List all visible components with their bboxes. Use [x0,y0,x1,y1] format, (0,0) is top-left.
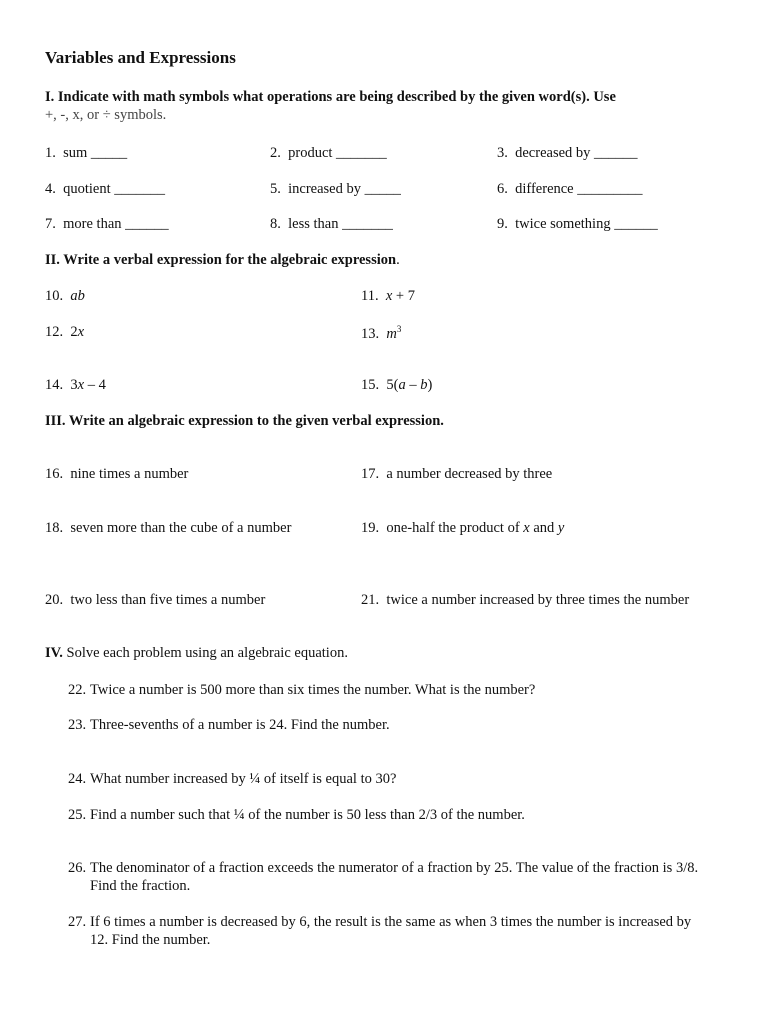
item-7 [45,216,169,233]
item-number: 12. [45,324,64,340]
item-12 [45,324,84,341]
item-number: 2. [270,145,281,161]
section-4-heading [45,645,348,662]
problem-22 [68,681,728,699]
item-3 [497,145,638,162]
item-11 [361,288,415,305]
item-text: decreased by ______ [515,145,638,161]
item-13 [361,324,401,343]
problem-23 [68,716,728,734]
item-number: 15. [361,377,380,393]
item-15 [361,377,432,394]
item-text: less than _______ [288,216,393,232]
problem-number: 27. [68,914,87,930]
item-16 [45,466,188,483]
problem-27 [68,913,728,949]
item-10 [45,288,85,305]
section-2-heading [45,252,400,269]
item-8 [270,216,393,233]
operation-symbols: +, -, x, or ÷ [45,107,111,123]
problem-text: What number increased by ¼ of itself is equal to 30? [90,771,397,787]
item-text: quotient _______ [63,181,166,197]
problem-25 [68,806,728,824]
item-5 [270,181,401,198]
problem-text-line-2: Find the fraction. [90,878,191,894]
symbols-word: symbols. [110,107,167,123]
coefficient: 3 [70,377,78,393]
expression-suffix: ) [427,377,433,393]
item-4 [45,181,165,198]
item-text: difference _________ [515,181,643,197]
problem-number: 23. [68,717,87,733]
problem-text-line-1: The denominator of a fraction exceeds the numerator of a fraction by 25. The value of the fraction is 3/8. [90,860,699,876]
problem-text: Find a number such that ¼ of the number is 50 less than 2/3 of the number. [90,807,525,823]
item-number: 16. [45,466,64,482]
item-14 [45,377,106,394]
item-6 [497,181,643,198]
expression-rest: – 4 [84,377,106,393]
item-number: 3. [497,145,508,161]
problem-text-line-2: 12. Find the number. [90,932,211,948]
coefficient: 2 [70,324,78,340]
section-4-number: IV. [45,645,63,661]
page-title: Variables and Expressions [45,48,236,67]
item-number: 10. [45,288,64,304]
item-17 [361,466,552,483]
problem-number: 24. [68,771,87,787]
item-number: 18. [45,520,64,536]
expression-rest: + 7 [392,288,415,304]
item-21 [361,592,689,609]
variable-a: a [398,377,406,393]
item-text: seven more than the cube of a number [70,520,292,536]
item-number: 5. [270,181,281,197]
item-number: 7. [45,216,56,232]
variable: x [385,288,393,304]
item-text: a number decreased by three [386,466,553,482]
item-number: 6. [497,181,508,197]
item-number: 14. [45,377,64,393]
problem-number: 25. [68,807,87,823]
item-1 [45,145,127,162]
expression-prefix: 5( [386,377,399,393]
item-number: 8. [270,216,281,232]
variable-b: b [420,377,428,393]
item-20 [45,592,265,609]
section-3-heading: III. Write an algebraic expression to the given verbal expression. [45,413,444,429]
variable: x [77,324,85,340]
problem-number: 26. [68,860,87,876]
problem-26 [68,859,728,895]
variable-y: y [557,520,565,536]
item-text: two less than five times a number [70,592,266,608]
item-number: 20. [45,592,64,608]
conjunction: and [529,520,558,536]
item-number: 19. [361,520,380,536]
variable: x [77,377,85,393]
expression: ab [70,288,85,304]
item-19 [361,520,564,537]
item-text: twice a number increased by three times the number [386,592,690,608]
item-text: increased by _____ [288,181,401,197]
item-text: product _______ [288,145,387,161]
section-1-heading-continued [45,107,166,124]
variable: m [386,326,397,342]
item-number: 1. [45,145,56,161]
item-text: twice something ______ [515,216,658,232]
item-number: 11. [361,288,379,304]
item-text: nine times a number [70,466,189,482]
problem-text-line-1: If 6 times a number is decreased by 6, the result is the same as when 3 times the number is increased by [90,914,692,930]
variable-x: x [523,520,530,536]
expression-operator: – [405,377,421,393]
item-number: 4. [45,181,56,197]
problem-number: 22. [68,682,87,698]
item-18 [45,520,291,537]
section-1-heading: I. Indicate with math symbols what operations are being described by the given word(s). Use [45,89,616,105]
problem-24 [68,770,728,788]
item-text: sum _____ [63,145,128,161]
item-number: 17. [361,466,380,482]
item-number: 13. [361,326,380,342]
exponent: 3 [396,324,402,334]
item-text: more than ______ [63,216,169,232]
item-9 [497,216,658,233]
item-number: 9. [497,216,508,232]
section-2-heading-period: . [396,252,400,268]
section-4-instructions: Solve each problem using an algebraic equation. [62,645,348,661]
item-text: one-half the product of [386,520,524,536]
problem-text: Three-sevenths of a number is 24. Find the number. [90,717,390,733]
item-2 [270,145,387,162]
item-number: 21. [361,592,380,608]
problem-text: Twice a number is 500 more than six times the number. What is the number? [90,682,536,698]
section-2-heading-text: II. Write a verbal expression for the algebraic expression [45,252,397,268]
